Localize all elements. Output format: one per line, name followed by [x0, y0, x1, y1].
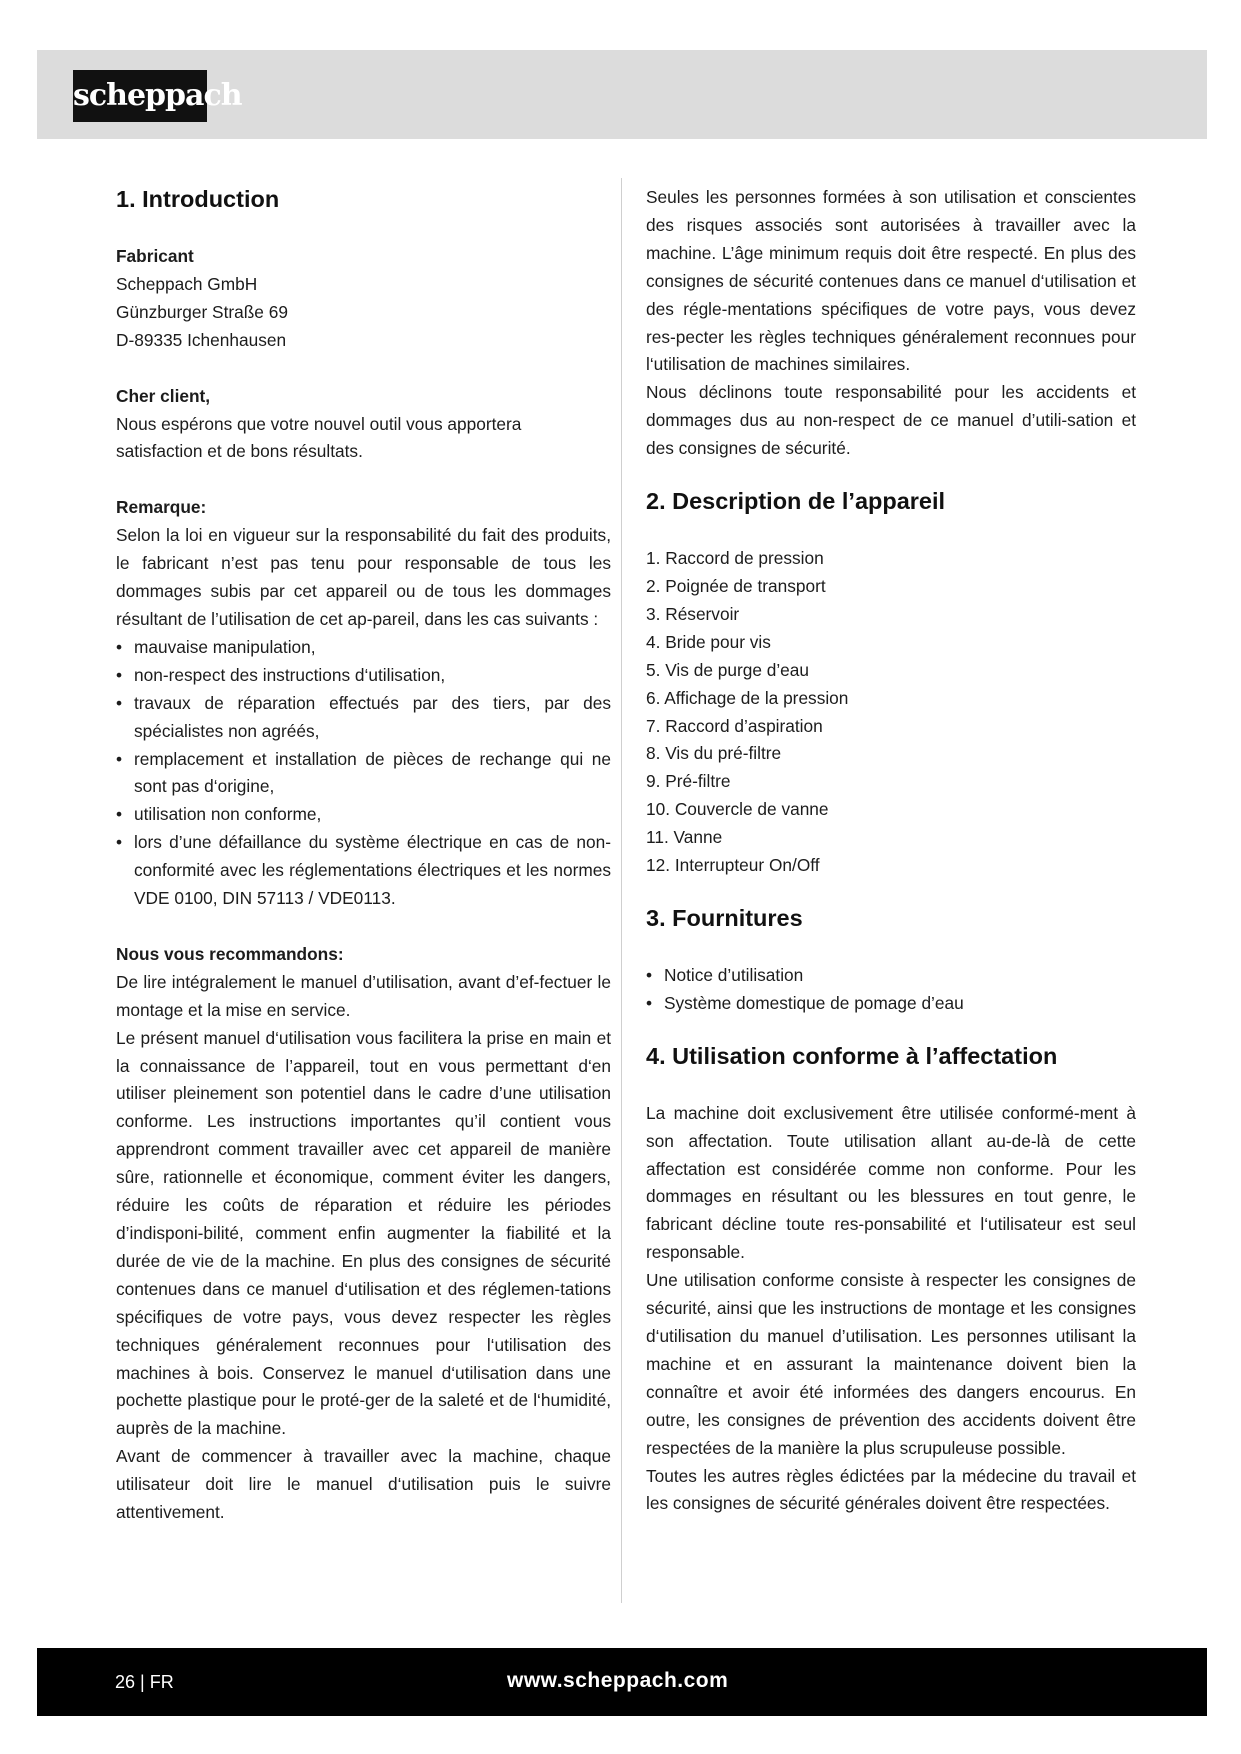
list-item: • travaux de réparation effectués par des tiers, par des spécialistes non agréés,: [116, 690, 611, 746]
remarque-label: Remarque:: [116, 497, 207, 518]
list-item: • mauvaise manipulation,: [116, 634, 611, 662]
list-item: 10. Couvercle de vanne: [646, 799, 829, 820]
column-divider: [621, 178, 622, 1603]
right-column: [646, 184, 1136, 1518]
paragraph: De lire intégralement le manuel d’utilisation, avant d’ef-fectuer le montage et la mise en service.: [116, 971, 611, 1020]
list-item: • utilisation non conforme,: [116, 801, 611, 829]
list-item: • non-respect des instructions d‘utilisation,: [116, 662, 611, 690]
paragraph: Seules les personnes formées à son utilisation et conscientes des risques associés sont autorisées à travailler avec la machine. L’âge minimum requis doit être respecté. En plus des consignes de sécurité contenues dans ce manuel d‘utilisation et des régle-mentations spécifiques de votre pays, vous devez res-pecter les règles techniques généralement reconnues pour l‘utilisation de machines similaires.: [646, 187, 1136, 375]
list-item: • Système domestique de pomage d’eau: [646, 990, 1136, 1018]
list-item: 9. Pré-filtre: [646, 771, 731, 792]
remarque-bullet-list: [116, 634, 611, 913]
fabricant-label: Fabricant: [116, 246, 194, 266]
paragraph: Nous déclinons toute responsabilité pour les accidents et dommages dus au non-respect de ce manuel d’utili-sation et des consignes de sécurité.: [646, 382, 1136, 459]
scheppach-logo: scheppach: [73, 70, 207, 122]
section-heading-introduction: 1. Introduction: [116, 186, 280, 212]
address-line: D-89335 Ichenhausen: [116, 329, 287, 350]
list-item: • lors d’une défaillance du système électrique en cas de non-conformité avec les réglementations électriques et les normes VDE 0100, DIN 57113 / VDE0113.: [116, 829, 611, 913]
list-item: 12. Interrupteur On/Off: [646, 855, 820, 876]
list-item: 1. Raccord de pression: [646, 548, 824, 569]
list-item: 11. Vanne: [646, 827, 723, 848]
list-item: 6. Affichage de la pression: [646, 687, 849, 708]
cher-client-text: Nous espérons que votre nouvel outil vous apportera satisfaction et de bons résultats.: [116, 413, 522, 462]
description-parts-list: [646, 545, 1136, 880]
list-item: 4. Bride pour vis: [646, 631, 771, 652]
list-item: 5. Vis de purge d’eau: [646, 659, 810, 680]
fournitures-list: [646, 962, 1136, 1018]
section-heading-fournitures: 3. Fournitures: [646, 904, 803, 931]
page-number: 26 | FR: [115, 1672, 174, 1692]
section-heading-description: 2. Description de l’appareil: [646, 488, 946, 515]
list-item: 3. Réservoir: [646, 603, 740, 624]
list-item: 8. Vis du pré-filtre: [646, 743, 782, 764]
cher-client-label: Cher client,: [116, 385, 211, 406]
address-line: Scheppach GmbH: [116, 273, 258, 294]
remarque-text: Selon la loi en vigueur sur la responsabilité du fait des produits, le fabricant n’est pas tenu pour responsable de tous les dommages subis par cet appareil ou de tous les dommages résultant de l’utilisation de cet ap-pareil, dans les cas suivants :: [116, 525, 611, 629]
list-item: • remplacement et installation de pièces de rechange qui ne sont pas d‘origine,: [116, 746, 611, 802]
paragraph: Avant de commencer à travailler avec la machine, chaque utilisateur doit lire le manuel d‘utilisation puis le suivre attentivement.: [116, 1446, 611, 1523]
section-heading-utilisation: 4. Utilisation conforme à l’affectation: [646, 1042, 1058, 1069]
paragraph: La machine doit exclusivement être utilisée conformé-ment à son affectation. Toute utilisation allant au-de-là de cette affectation est considérée comme non conforme. Pour les dommages en résultant ou les blessures en tout genre, le fabricant décline toute res-ponsabilité et l‘utilisateur est seul responsable.: [646, 1102, 1136, 1263]
list-item: 7. Raccord d’aspiration: [646, 715, 823, 736]
paragraph: Une utilisation conforme consiste à respecter les consignes de sécurité, ainsi que les instructions de montage et les consignes d‘utilisation du manuel d’utilisation. Les personnes utilisant la machine et en assurant la maintenance doivent bien la connaître et avoir été informées des dangers encourus. En outre, les consignes de prévention des accidents doivent être respectées de la manière la plus scrupuleuse possible.: [646, 1270, 1136, 1458]
list-item: • Notice d’utilisation: [646, 962, 1136, 990]
header-band: [37, 50, 1207, 139]
recommandons-label: Nous vous recommandons:: [116, 943, 344, 964]
address-line: Günzburger Straße 69: [116, 301, 288, 322]
left-column: [116, 184, 611, 1527]
paragraph: Toutes les autres règles édictées par la médecine du travail et les consignes de sécurité générales doivent être respectées.: [646, 1465, 1136, 1514]
paragraph: Le présent manuel d‘utilisation vous facilitera la prise en main et la connaissance de l’appareil, tout en vous permettant d‘en utiliser pleinement son potentiel dans le cadre d’une utilisation conforme. Les instructions importantes qu’il contient vous apprendront comment travailler avec cet appareil de manière sûre, rationnelle et économique, comment éviter les dangers, réduire les coûts de réparation et réduire les périodes d’indisponi-bilité, comment enfin augmenter la fiabilité et la durée de vie de la machine. En plus des consignes de sécurité contenues dans ce manuel d‘utilisation et des réglemen-tations spécifiques de votre pays, vous devez respecter les règles techniques généralement reconnues pour l‘utilisation des machines à bois. Conservez le manuel d‘utilisation dans une pochette plastique pour le proté-ger de la saleté et de l‘humidité, auprès de la machine.: [116, 1027, 611, 1439]
website-link[interactable]: www.scheppach.com: [507, 1669, 729, 1692]
list-item: 2. Poignée de transport: [646, 575, 826, 596]
footer-band: [37, 1648, 1207, 1716]
